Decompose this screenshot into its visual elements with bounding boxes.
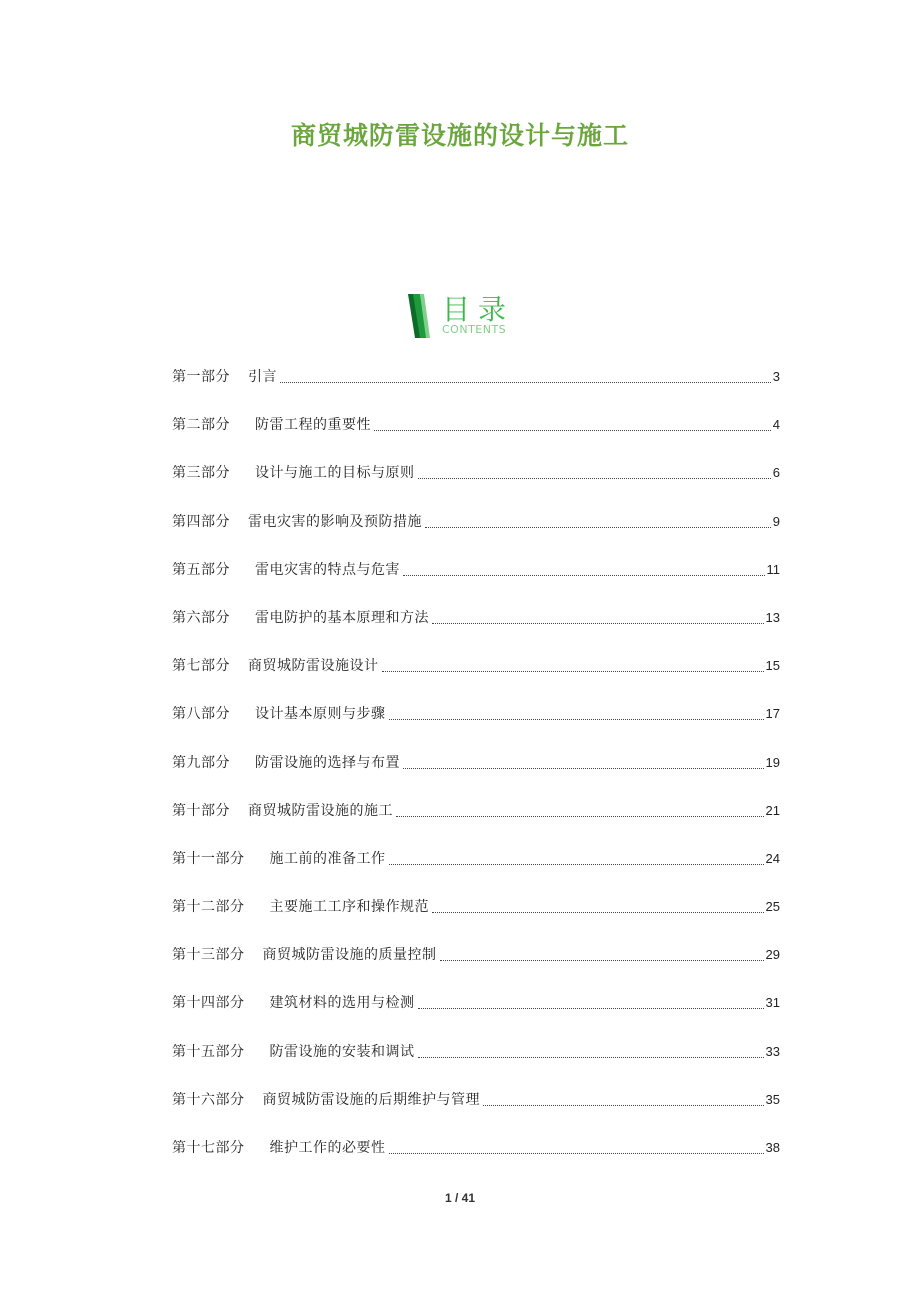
toc-heading [408, 292, 528, 340]
toc-entry-leader [440, 942, 764, 961]
toc-entry[interactable] [172, 1087, 780, 1135]
toc-entry[interactable] [172, 894, 780, 942]
toc-entry-part: 第九部分 [172, 754, 230, 771]
toc-entry-title: 建筑材料的选用与检测 [269, 995, 415, 1012]
document-title: 商贸城防雷设施的设计与施工 [290, 121, 629, 150]
toc-entry-page: 15 [765, 658, 780, 674]
toc-entry-leader [483, 1087, 764, 1106]
toc-entry-page: 13 [765, 609, 780, 625]
toc-entry-page: 9 [772, 513, 780, 529]
toc-entry-page: 38 [765, 1140, 780, 1155]
toc-entry-page: 19 [765, 754, 780, 770]
toc-entry[interactable] [172, 364, 780, 412]
toc-entry-leader [425, 509, 771, 528]
toc-entry-title: 设计与施工的目标与原则 [255, 465, 415, 482]
toc-entry-leader [432, 894, 764, 913]
toc-entry-leader [418, 990, 764, 1009]
toc-entry[interactable] [172, 653, 780, 701]
toc-entry-page: 4 [772, 417, 780, 433]
toc-entry-leader [382, 653, 764, 672]
toc-entry-page: 11 [766, 561, 780, 577]
toc-entry-part: 第十四部分 [172, 995, 245, 1012]
toc-subheading-text: CONTENTS [442, 323, 507, 336]
toc-entry-leader [389, 701, 764, 720]
toc-entry[interactable] [172, 605, 780, 653]
toc-entry-part: 第一部分 [172, 369, 230, 385]
toc-entry-page: 29 [765, 947, 780, 963]
toc-entry-title: 防雷设施的安装和调试 [269, 1043, 415, 1060]
toc-bookmark-icon [408, 294, 430, 338]
toc-entry-title: 防雷工程的重要性 [255, 417, 371, 434]
toc-entry-leader [374, 412, 771, 431]
toc-entry-page: 3 [772, 369, 780, 384]
toc-entry-part: 第十七部分 [172, 1140, 245, 1156]
toc-entry-part: 第十三部分 [172, 947, 245, 964]
toc-entry-part: 第四部分 [172, 513, 230, 530]
toc-entry-title: 商贸城防雷设施的后期维护与管理 [262, 1091, 480, 1108]
toc-entry-page: 35 [765, 1091, 780, 1107]
toc-list [172, 364, 780, 1183]
toc-entry-page: 24 [765, 850, 780, 866]
toc-entry-title: 施工前的准备工作 [269, 850, 386, 867]
toc-entry-title: 商贸城防雷设施设计 [248, 658, 379, 675]
toc-entry-leader [389, 846, 764, 865]
toc-entry[interactable] [172, 557, 780, 605]
toc-entry[interactable] [172, 460, 780, 508]
toc-entry-part: 第八部分 [172, 706, 230, 723]
toc-entry-part: 第三部分 [172, 465, 230, 482]
toc-entry-page: 6 [772, 465, 780, 481]
toc-entry-title: 维护工作的必要性 [269, 1140, 386, 1156]
toc-entry-page: 33 [765, 1043, 780, 1059]
toc-entry-title: 设计基本原则与步骤 [255, 706, 386, 723]
toc-entry-part: 第五部分 [172, 561, 230, 578]
toc-entry-title: 防雷设施的选择与布置 [255, 754, 400, 771]
toc-entry[interactable] [172, 1135, 780, 1183]
toc-entry-part: 第六部分 [172, 609, 230, 626]
toc-entry-leader [403, 557, 765, 576]
toc-entry[interactable] [172, 509, 780, 557]
toc-entry-page: 21 [765, 802, 780, 818]
toc-entry-title: 雷电灾害的特点与危害 [255, 561, 400, 578]
toc-entry-title: 雷电灾害的影响及预防措施 [248, 513, 422, 530]
toc-entry-leader [418, 1039, 764, 1058]
toc-entry-part: 第十部分 [172, 802, 230, 819]
toc-entry-leader [432, 605, 764, 624]
toc-entry[interactable] [172, 1039, 780, 1087]
toc-entry-title: 引言 [248, 369, 277, 385]
toc-entry-title: 商贸城防雷设施的施工 [248, 802, 393, 819]
toc-entry-page: 25 [765, 899, 780, 915]
toc-entry-title: 商贸城防雷设施的质量控制 [262, 947, 437, 964]
toc-entry[interactable] [172, 750, 780, 798]
toc-heading-text: 目录 [442, 293, 515, 326]
toc-entry-part: 第十五部分 [172, 1043, 245, 1060]
toc-entry-title: 雷电防护的基本原理和方法 [255, 609, 429, 626]
page-number: 1 / 41 [444, 1191, 476, 1205]
toc-entry[interactable] [172, 412, 780, 460]
toc-entry-part: 第二部分 [172, 417, 230, 434]
toc-entry[interactable] [172, 701, 780, 749]
toc-entry-leader [418, 460, 771, 479]
toc-entry-leader [396, 798, 764, 817]
toc-entry-leader [280, 364, 771, 383]
toc-entry[interactable] [172, 846, 780, 894]
toc-entry[interactable] [172, 942, 780, 990]
toc-entry-part: 第十一部分 [172, 850, 245, 867]
toc-entry[interactable] [172, 990, 780, 1038]
toc-entry-title: 主要施工工序和操作规范 [269, 899, 429, 916]
toc-entry-page: 31 [765, 995, 780, 1011]
toc-entry-part: 第十六部分 [172, 1091, 245, 1108]
toc-entry-page: 17 [765, 706, 780, 722]
toc-entry-leader [403, 750, 764, 769]
toc-entry[interactable] [172, 798, 780, 846]
toc-entry-leader [389, 1135, 764, 1154]
toc-entry-part: 第十二部分 [172, 899, 245, 916]
toc-entry-part: 第七部分 [172, 658, 230, 675]
